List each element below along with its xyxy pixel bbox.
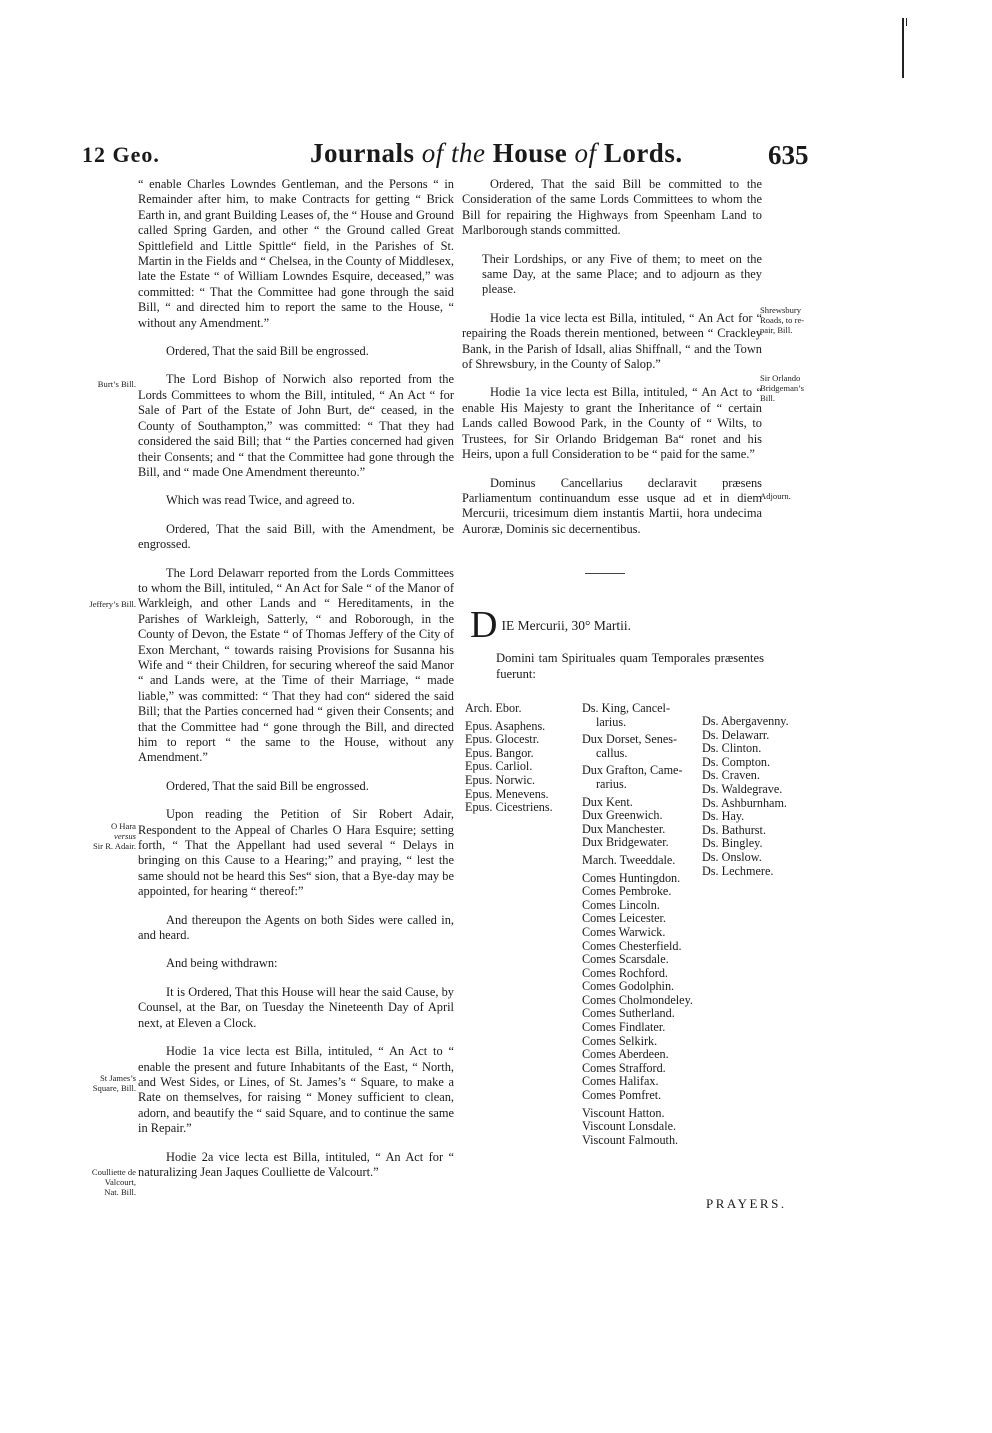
attendee-name: Epus. Bangor. <box>465 745 534 760</box>
attendance-col-temporal-2 <box>702 715 789 878</box>
catchword: PRAYERS. <box>706 1196 787 1211</box>
page-header <box>0 136 992 176</box>
attendee-name: Epus. Asaphens. <box>465 718 546 733</box>
attendee-name: larius. <box>596 714 627 729</box>
attendee-name: Viscount Falmouth. <box>582 1132 679 1147</box>
attendee-name: Epus. Carliol. <box>465 759 533 774</box>
attendee-name: Comes Huntingdon. <box>582 870 681 885</box>
attendee-name: Dux Kent. <box>582 794 633 809</box>
being-withdrawn: And being withdrawn: <box>166 956 278 971</box>
left-column <box>138 177 454 1193</box>
shrewsbury-roads-bill: Hodie 1a vice lecta est Billa, intituled, “ An Act for “ repairing the Roads therein mentioned, between “ Crackley Bank, in the Parish of Idsall, alias Shiffnall, “ and the Town of Shrewsbury, in the County of Salop.” <box>462 310 762 372</box>
attendee-name: Ds. Bingley. <box>702 836 763 851</box>
scan-mark-small <box>906 18 907 26</box>
attendee-name: Ds. Abergavenny. <box>702 714 789 728</box>
section-divider <box>585 573 625 574</box>
attendance-col-spiritual <box>465 702 553 815</box>
attendee-name: Comes Sutherland. <box>582 1006 675 1021</box>
attendee-name: Ds. Bathurst. <box>702 822 766 837</box>
title-of: of <box>574 138 597 168</box>
drop-capital: D <box>470 604 498 646</box>
margin-note-burt: Burt’s Bill. <box>97 379 136 389</box>
lordships-meet: Their Lordships, or any Five of them; to meet on the same Day, at the same Place; and to adjourn as they please. <box>482 251 762 297</box>
margin-note-stjames: St James’s Square, Bill. <box>92 1073 136 1093</box>
attendee-name: Dux Bridgewater. <box>582 835 669 850</box>
attendee-name: Comes Aberdeen. <box>582 1047 669 1062</box>
margin-note-coulliette: Coulliette de Valcourt, Nat. Bill. <box>91 1167 136 1197</box>
read-twice: Which was read Twice, and agreed to. <box>166 493 355 508</box>
margin-note-shrewsbury: Shrewsbury Roads, to re- pair, Bill. <box>760 305 805 335</box>
attendee-name: Dux Dorset, Senes- <box>582 732 678 747</box>
attendee-name: Comes Chesterfield. <box>582 938 682 953</box>
attendee-name: Viscount Lonsdale. <box>582 1119 677 1134</box>
agents-called-in: And thereupon the Agents on both Sides were called in, and heard. <box>138 912 454 943</box>
attendee-name: Comes Leicester. <box>582 911 666 926</box>
attendee-name: callus. <box>596 745 628 760</box>
attendee-name: Comes Strafford. <box>582 1060 666 1075</box>
attendee-name: Epus. Glocestr. <box>465 732 540 747</box>
attendee-name: Ds. Delawarr. <box>702 727 770 742</box>
st-james-bill: Hodie 1a vice lecta est Billa, intituled, “ An Act to “ enable the present and future Inhabitants of the East, “ North, and West Sides, or Lines, of St. James’s “ Square, to make a Rate on themselves, for raising “ Money sufficient to clean, adorn, and beautify the “ said Square, and to continue the same in Repair.” <box>138 1044 454 1136</box>
attendee-name: Comes Selkirk. <box>582 1033 658 1048</box>
attendee-name: Comes Findlater. <box>582 1020 666 1035</box>
margin-note-adjourn: Adjourn. <box>760 491 791 501</box>
adjournment-text: Dominus Cancellarius declaravit præsens Parliamentum continuandum esse usque ad et in diem Mercurii, tricesimum diem instantis Martii, hora undecima Auroræ, Dominis sic decernentibus. <box>462 475 762 536</box>
ordered-hearing: It is Ordered, That this House will hear the said Cause, by Counsel, at the Bar, on Tuesday the Nineteenth Day of April next, at Eleven a Clock. <box>138 984 454 1030</box>
attendee-name: Dux Manchester. <box>582 821 666 836</box>
journal-title <box>310 138 683 169</box>
attendee-name: Comes Pembroke. <box>582 884 672 899</box>
title-of-the: of the <box>421 138 486 168</box>
attendee-name: Viscount Hatton. <box>582 1105 665 1120</box>
ordered-engrossed-2: Ordered, That the said Bill, with the Amendment, be engrossed. <box>138 521 454 552</box>
attendee-name: Arch. Ebor. <box>465 701 522 715</box>
attendance-col-temporal-1 <box>582 702 693 1147</box>
bowood-park-bill: Hodie 1a vice lecta est Billa, intituled, “ An Act to “ enable His Majesty to grant the Inheritance of “ certain Lands called Bowood Park, in the County of “ Wilts, to Trustees, for Sir Orlando Bridgeman Ba“ ronet and his Heirs, upon a full Consideration to be “ paid for the same.” <box>462 385 762 462</box>
attendee-name: Comes Rochford. <box>582 965 668 980</box>
attendee-name: Ds. King, Cancel- <box>582 701 671 715</box>
attendee-name: Ds. Hay. <box>702 809 745 824</box>
scan-mark <box>902 18 904 78</box>
title-house: House <box>492 138 568 168</box>
title-lords: Lords. <box>603 138 683 168</box>
adair-petition: Upon reading the Petition of Sir Robert Adair, Respondent to the Appeal of Charles O Hara Esquire; setting forth, “ That the Appellant had used several “ Delays in bringing on this Cause to a Hearing;” and praying, “ lest the same should not be heard this Ses“ sion, that a Bye-day may be appointed, for hearing “ thereof:” <box>138 807 454 899</box>
attendee-name: Ds. Compton. <box>702 754 771 769</box>
attendee-name: Epus. Cicestriens. <box>465 800 553 815</box>
attendee-name: Epus. Menevens. <box>465 786 549 801</box>
attendee-name: Comes Cholmondeley. <box>582 992 693 1007</box>
attendee-name: Ds. Ashburnham. <box>702 795 787 810</box>
lowndes-report-text: “ enable Charles Lowndes Gentleman, and the Persons “ in Remainder after him, to make Contracts for getting “ Brick Earth in, and grant Building Leases of, the “ House and Ground called Spring Garden, and other “ the Ground called Great Spittlefield and Little Spittle“ field, in the Parishes of St. Martin in the Fields and “ Chelsea, in the County of Middlesex, late the Estate “ of William Lowndes Esquire, deceased,” was committed: “ That the Committee had gone through the said Bill, “ and directed him to report the same to the House, “ without any Amendment.” <box>138 177 454 330</box>
margin-note-orlando: Sir Orlando Bridgeman’s Bill. <box>760 373 804 403</box>
ordered-engrossed-3: Ordered, That the said Bill be engrossed. <box>166 778 369 793</box>
sitting-date <box>470 604 770 646</box>
present-heading: Domini tam Spirituales quam Temporales præsentes fuerunt: <box>496 651 764 681</box>
attendee-name: Epus. Norwic. <box>465 772 536 787</box>
attendee-name: Ds. Onslow. <box>702 849 762 864</box>
page-number: 635 <box>768 140 809 170</box>
title-journals: Journals <box>310 138 415 168</box>
burt-bill-report: The Lord Bishop of Norwich also reported from the Lords Committees to whom the Bill, intituled, “ An Act “ for Sale of Part of the Estate of John Burt, de“ ceased, in the County of Southampton,” was committed: “ That they had considered the said Bill; that “ the Parties concerned had given their Consents; and “ that the Committee had gone through the Bill, and “ made One Amendment thereunto.” <box>138 372 454 479</box>
attendee-name: Comes Lincoln. <box>582 897 660 912</box>
ordered-engrossed-1: Ordered, That the said Bill be engrossed. <box>166 344 369 359</box>
sitting-date-text: IE Mercurii, 30° Martii. <box>501 618 631 633</box>
coulliette-bill: Hodie 2a vice lecta est Billa, intituled, “ An Act for “ naturalizing Jean Jaques Coulliette de Valcourt.” <box>138 1149 454 1179</box>
regnal-year: 12 Geo. <box>82 142 160 167</box>
attendee-name: Comes Halifax. <box>582 1074 659 1089</box>
attendee-name: Ds. Craven. <box>702 768 760 783</box>
attendee-name: March. Tweeddale. <box>582 852 676 867</box>
attendee-name: Comes Pomfret. <box>582 1088 662 1103</box>
attendee-name: rarius. <box>596 776 627 791</box>
margin-note-ohara: O Hara versus Sir R. Adair. <box>93 821 136 851</box>
attendee-name: Ds. Lechmere. <box>702 863 774 878</box>
jeffery-bill-report: The Lord Delawarr reported from the Lords Committees to whom the Bill, intituled, “ An Act for Sale “ of the Manor of Warkleigh, and other Lands and “ Hereditaments, in the Parishes of Warkleigh, Satterly, “ and Roborough, in the County of Devon, the Estate “ of Thomas Jeffery of the City of Exon Merchant, “ towards raising Provisions for Susanna his Wife and “ their Children, for securing whereof the said Manor “ and Lands were, at the Time of their Marriage, “ made liable,” was committed: “ That they had con“ sidered the said Bill; that the Parties concerned had “ given their Consents; and that the Committee had “ gone through the Bill, and directed him to report “ the same to the House, without any Amendment.” <box>138 565 454 765</box>
attendee-name: Dux Grafton, Came- <box>582 763 683 778</box>
margin-note-jeffery: Jeffery’s Bill. <box>89 599 136 609</box>
attendee-name: Comes Godolphin. <box>582 979 675 994</box>
right-column <box>462 177 762 550</box>
ordered-committed: Ordered, That the said Bill be committed to the Consideration of the same Lords Committees to whom the Bill for repairing the Highways from Speenham Land to Marlborough stands committed. <box>462 177 762 238</box>
attendee-name: Comes Warwick. <box>582 924 666 939</box>
attendee-name: Ds. Waldegrave. <box>702 781 783 796</box>
attendee-name: Dux Greenwich. <box>582 808 663 823</box>
attendee-name: Ds. Clinton. <box>702 741 762 756</box>
attendee-name: Comes Scarsdale. <box>582 952 669 967</box>
